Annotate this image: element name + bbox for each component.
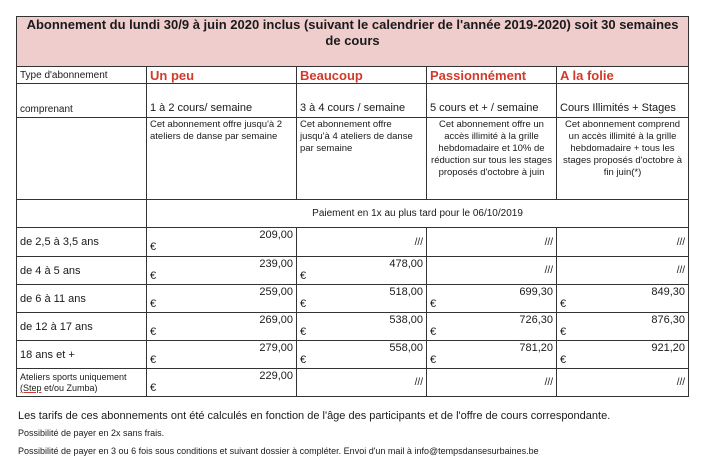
table-row <box>17 285 689 313</box>
table-row <box>17 228 689 257</box>
age-label: 18 ans et + <box>17 341 147 369</box>
description-beaucoup: Cet abonnement offre jusqu'à 4 ateliers de danse par semaine <box>297 118 427 200</box>
type-label: Type d'abonnement <box>17 67 147 84</box>
plan-name-un-peu: Un peu <box>147 67 297 84</box>
not-available-cell: /// <box>427 228 557 257</box>
courses-passionnement: 5 cours et + / semaine <box>427 84 557 118</box>
age-label: de 12 à 17 ans <box>17 313 147 341</box>
euro-sign: € <box>300 326 307 338</box>
price-value: 538,00 <box>389 314 423 326</box>
price-value: 229,00 <box>259 370 293 382</box>
price-cell <box>557 313 689 341</box>
courses-un-peu: 1 à 2 cours/ semaine <box>147 84 297 118</box>
price-value: 849,30 <box>651 286 686 298</box>
footnote-payment-3-6x: Possibilité de payer en 3 ou 6 fois sous conditions et suivant dossier à compléter. Envoi d'un mail à info@tempsdansesurbaines.be <box>18 446 539 456</box>
sports-label-line1: Ateliers sports uniquement <box>20 371 127 382</box>
description-un-peu: Cet abonnement offre jusqu'à 2 ateliers de danse par semaine <box>147 118 297 200</box>
euro-sign: € <box>150 382 157 394</box>
table-row <box>17 257 689 285</box>
price-cell <box>557 285 689 313</box>
not-available-cell: /// <box>557 257 689 285</box>
price-cell <box>147 257 297 285</box>
price-value: 259,00 <box>259 286 293 298</box>
price-cell <box>297 341 427 369</box>
price-cell <box>297 285 427 313</box>
description-empty-cell <box>17 118 147 200</box>
euro-sign: € <box>150 270 157 282</box>
plan-name-passionnement: Passionnément <box>427 67 557 84</box>
price-cell <box>427 341 557 369</box>
age-label: de 6 à 11 ans <box>17 285 147 313</box>
euro-sign: € <box>430 354 437 366</box>
euro-sign: € <box>560 326 567 338</box>
price-value: 726,30 <box>519 314 553 326</box>
table-title: Abonnement du lundi 30/9 à juin 2020 inclus (suivant le calendrier de l'année 2019-2020) soit 30 semaines de cours <box>17 17 689 67</box>
price-cell <box>427 313 557 341</box>
plan-name-beaucoup: Beaucoup <box>297 67 427 84</box>
plan-name-row <box>17 67 689 84</box>
comprenant-label: comprenant <box>17 84 147 118</box>
euro-sign: € <box>430 326 437 338</box>
price-cell <box>147 313 297 341</box>
table-row <box>17 341 689 369</box>
age-label: de 4 à 5 ans <box>17 257 147 285</box>
payment-empty-cell <box>17 200 147 228</box>
not-available-cell: /// <box>427 369 557 397</box>
courses-row <box>17 84 689 118</box>
price-cell <box>427 285 557 313</box>
euro-sign: € <box>150 298 157 310</box>
price-value: 558,00 <box>389 342 423 354</box>
footnotes <box>18 409 698 458</box>
price-value: 518,00 <box>389 286 423 298</box>
euro-sign: € <box>150 241 157 253</box>
age-label: de 2,5 à 3,5 ans <box>17 228 147 257</box>
description-row <box>17 118 689 200</box>
price-value: 239,00 <box>259 258 293 270</box>
age-label <box>17 369 147 397</box>
euro-sign: € <box>300 270 307 282</box>
pricing-table <box>16 16 689 397</box>
price-cell <box>147 341 297 369</box>
not-available-cell: /// <box>297 228 427 257</box>
price-value: 699,30 <box>519 286 553 298</box>
table-row <box>17 313 689 341</box>
price-cell <box>557 341 689 369</box>
euro-sign: € <box>560 298 567 310</box>
euro-sign: € <box>300 298 307 310</box>
price-value: 876,30 <box>651 314 686 326</box>
price-value: 478,00 <box>389 258 423 270</box>
sports-label-step: (Step <box>20 382 42 393</box>
courses-beaucoup: 3 à 4 cours / semaine <box>297 84 427 118</box>
price-cell <box>147 228 297 257</box>
euro-sign: € <box>560 354 567 366</box>
not-available-cell: /// <box>557 228 689 257</box>
not-available-cell: /// <box>557 369 689 397</box>
sports-label-rest: et/ou Zumba) <box>41 382 98 393</box>
price-value: 209,00 <box>259 229 293 241</box>
price-value: 279,00 <box>259 342 293 354</box>
footnote-tariffs: Les tarifs de ces abonnements ont été calculés en fonction de l'âge des participants et de l'offre de cours correspondante. <box>18 410 611 422</box>
euro-sign: € <box>150 326 157 338</box>
price-value: 781,20 <box>519 342 553 354</box>
price-cell <box>147 285 297 313</box>
euro-sign: € <box>150 354 157 366</box>
description-a-la-folie: Cet abonnement comprend un accès illimité à la grille hebdomadaire + tous les stages proposés d'octobre à fin juin(*) <box>557 118 689 200</box>
courses-a-la-folie: Cours Illimités + Stages <box>557 84 689 118</box>
price-cell <box>297 313 427 341</box>
euro-sign: € <box>430 298 437 310</box>
euro-sign: € <box>300 354 307 366</box>
not-available-cell: /// <box>427 257 557 285</box>
table-row <box>17 369 689 397</box>
payment-note: Paiement en 1x au plus tard pour le 06/10/2019 <box>147 200 689 228</box>
description-passionnement: Cet abonnement offre un accès illimité à la grille hebdomadaire et 10% de réduction sur tous les stages proposés d'octobre à juin <box>427 118 557 200</box>
price-value: 269,00 <box>259 314 293 326</box>
payment-row <box>17 200 689 228</box>
price-cell <box>297 257 427 285</box>
not-available-cell: /// <box>297 369 427 397</box>
price-cell <box>147 369 297 397</box>
price-value: 921,20 <box>651 342 686 354</box>
title-row <box>17 17 689 67</box>
footnote-payment-2x: Possibilité de payer en 2x sans frais. <box>18 428 165 438</box>
plan-name-a-la-folie: A la folie <box>557 67 689 84</box>
